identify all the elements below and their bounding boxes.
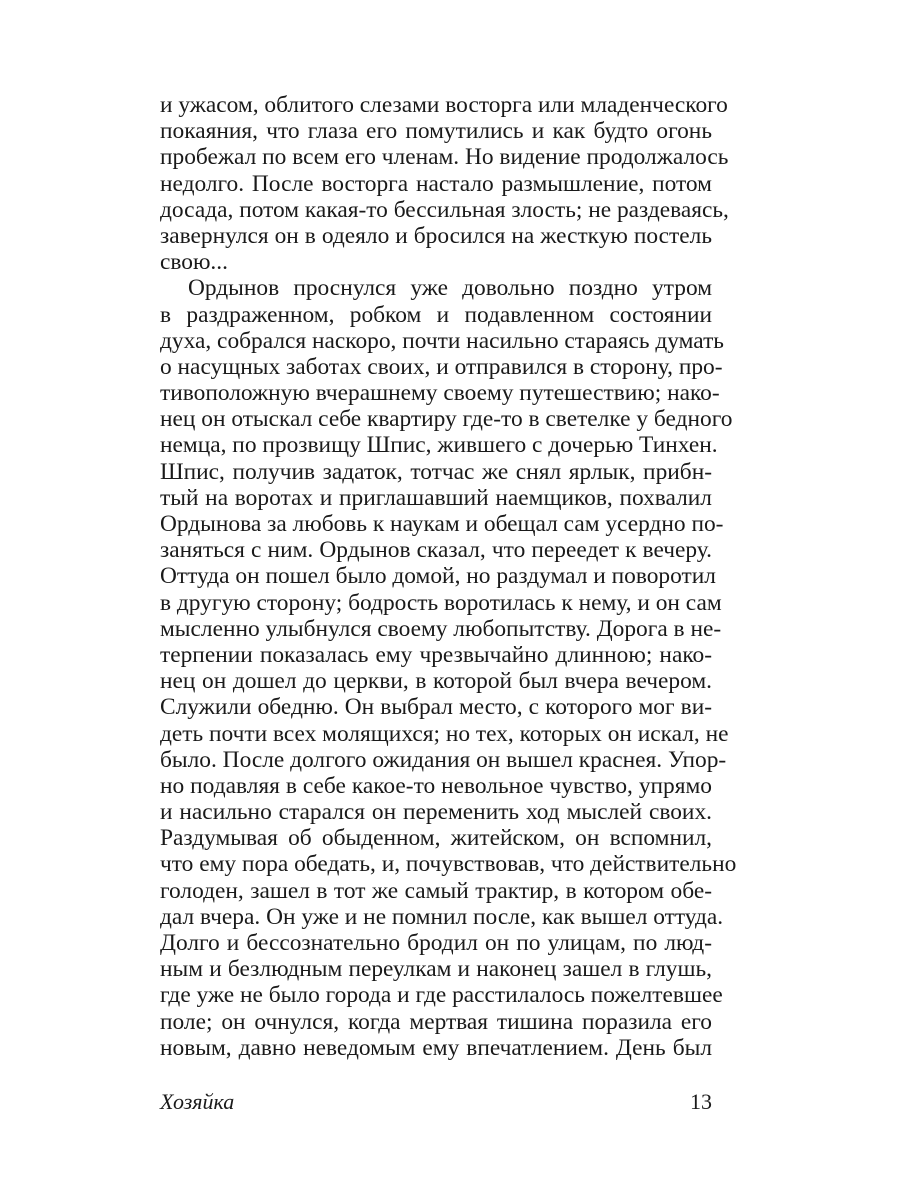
text-line: о насущных заботах своих, и отправился в сторону, про- — [160, 353, 723, 380]
text-line: дал вчера. Он уже и не помнил после, как вышел оттуда. — [160, 903, 724, 930]
text-line: Служили обедню. Он выбрал место, с которого мог ви- — [160, 694, 712, 721]
text-line: в другую сторону; бодрость воротилась к нему, и он сам — [160, 589, 722, 616]
text-line: было. После долгого ожидания он вышел краснея. Упор- — [160, 746, 727, 773]
text-line: завернулся он в одеяло и бросился на жесткую постель — [160, 222, 712, 249]
text-line: Ордынова за любовь к наукам и обещал сам усердно по- — [160, 511, 724, 537]
text-line: недолго. После восторга настало размышление, потом — [160, 170, 712, 197]
text-line: и насильно старался он переменить ход мыслей своих. — [160, 799, 712, 826]
text-line: новым, давно неведомым ему впечатлением. День был — [160, 1034, 712, 1061]
running-footer-title: Хозяйка — [160, 1089, 235, 1114]
page-number: 13 — [690, 1089, 712, 1114]
text-line: свою... — [160, 249, 228, 276]
text-line: голоден, зашел в тот же самый трактир, в котором обе- — [160, 877, 712, 904]
text-line: Шпис, получив задаток, тотчас же снял ярлык, прибн- — [160, 458, 712, 485]
text-line: где уже не было города и где расстилалось пожелтевшее — [160, 982, 723, 1009]
text-line: нец он отыскал себе квартиру где-то в светелке у бедного — [160, 406, 733, 433]
body-text — [160, 92, 737, 1061]
text-line: Оттуда он пошел было домой, но раздумал и поворотил — [160, 563, 716, 590]
text-line: но подавляя в себе какое-то невольное чувство, упрямо — [160, 772, 712, 799]
text-line: терпении показалась ему чрезвычайно длинною; нако- — [160, 641, 712, 668]
text-line: что ему пора обедать, и, почувствовав, что действительно — [160, 851, 737, 878]
text-line: духа, собрался наскоро, почти насильно стараясь думать — [160, 327, 724, 354]
text-line: досада, потом какая-то бессильная злость; не раздеваясь, — [160, 196, 729, 223]
text-line: покаяния, что глаза его помутились и как будто огонь — [160, 118, 712, 145]
text-line: заняться с ним. Ордынов сказал, что переедет к вечеру. — [160, 537, 712, 564]
text-line: и ужасом, облитого слезами восторга или младенческого — [160, 92, 728, 118]
text-line: немца, по прозвищу Шпис, жившего с дочерью Тинхен. — [160, 432, 718, 459]
text-line: в раздраженном, робком и подавленном состоянии — [160, 301, 712, 328]
text-line: тивоположную вчерашнему своему путешествию; нако- — [160, 380, 720, 407]
text-line: нец он дошел до церкви, в которой был вчера вечером. — [160, 668, 712, 695]
text-line: ным и безлюдным переулкам и наконец зашел в глушь, — [160, 956, 712, 983]
text-line: Раздумывая об обыденном, житейском, он вспомнил, — [160, 825, 712, 852]
text-line: деть почти всех молящихся; но тех, которых он искал, не — [160, 720, 729, 747]
text-line: поле; он очнулся, когда мертвая тишина поразила его — [160, 1008, 712, 1035]
text-line: мысленно улыбнулся своему любопытству. Дорога в не- — [160, 615, 722, 642]
text-line: тый на воротах и приглашавший наемщиков, похвалил — [160, 484, 712, 511]
text-line: Долго и бессознательно бродил он по улицам, по люд- — [160, 930, 712, 956]
text-line: Ордынов проснулся уже довольно поздно утром — [188, 275, 712, 302]
text-line: пробежал по всем его членам. Но видение продолжалось — [160, 144, 729, 171]
